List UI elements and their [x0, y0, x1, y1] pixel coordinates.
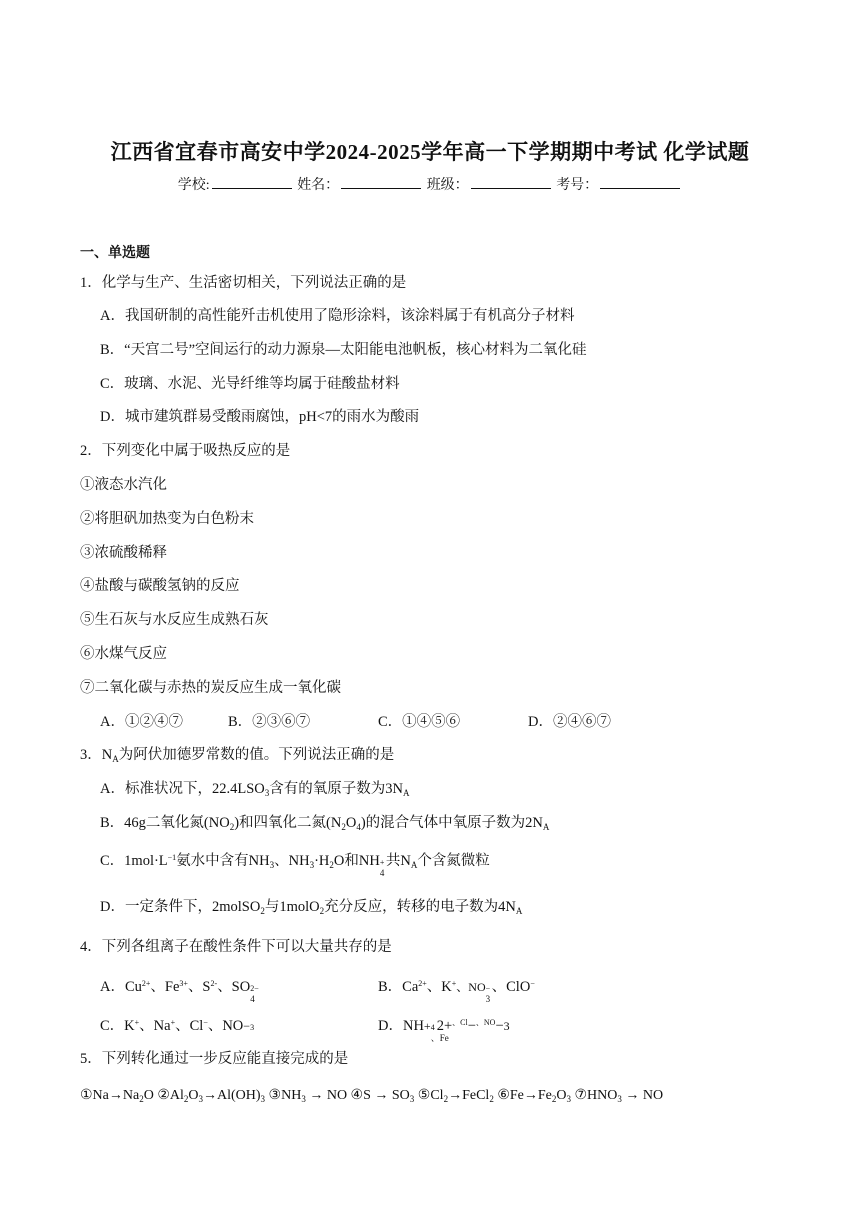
q3-option-c: C．$1mol\cdot L^{-1}$氨水中含有$NH_3$、$NH_3\cdot H_2O$和NH + 4 共$N_A$个含氮微粒: [100, 853, 490, 878]
class-label: 班级：: [426, 178, 469, 193]
q1-option-b: B．“天宫二号”空间运行的动力源泉—太阳能电池帆板，核心材料为二氧化硅: [100, 342, 587, 358]
q2-item: ⑤生石灰与水反应生成熟石灰: [80, 612, 269, 628]
q2-item: ④盐酸与碳酸氢钠的反应: [80, 578, 240, 594]
q2-item: ②将胆矾加热变为白色粉末: [80, 511, 254, 527]
q2-option-a: A．①②④⑦: [100, 714, 183, 730]
school-label: 学校:: [177, 178, 210, 193]
q2-item: ③浓硫酸稀释: [80, 545, 167, 561]
q4-option-b: B．$Ca^{2+}$、K+、NO − 3 、ClO−: [378, 979, 535, 1004]
student-info: [0, 174, 860, 194]
school-blank: [212, 174, 292, 189]
q4-option-c: C．K+、Na+、Cl−、NO− 3: [100, 1018, 255, 1034]
q2-item: ⑥水煤气反应: [80, 646, 167, 662]
q2-stem: 2．下列变化中属于吸热反应的是: [80, 443, 291, 459]
q2-option-b: B．②③⑥⑦: [228, 714, 311, 730]
q2-option-c: C．①④⑤⑥: [378, 714, 461, 730]
page-title: 江西省宜春市高安中学2024-2025学年高一下学期期中考试 化学试题: [110, 140, 750, 164]
name-label: 姓名：: [297, 178, 340, 193]
q1-stem: 1．化学与生产、生活密切相关，下列说法正确的是: [80, 275, 407, 291]
q2-item: ①液态水汽化: [80, 477, 167, 493]
q1-option-c: C．玻璃、水泥、光导纤维等均属于硅酸盐材料: [100, 376, 400, 392]
q4-option-a: A．$Cu^{2+}$、$Fe^{3+}$、$S^{2-}$、SO 2− 4: [100, 979, 259, 1004]
q1-option-d: D．城市建筑群易受酸雨腐蚀，pH<7的雨水为酸雨: [100, 409, 420, 425]
q1-option-a: A．我国研制的高性能歼击机使用了隐形涂料，该涂料属于有机高分子材料: [100, 308, 575, 324]
q2-item: ⑦二氧化碳与赤热的炭反应生成一氧化碳: [80, 680, 341, 696]
q3-option-d: D．一定条件下，2molSO$_2$与1molO$_2$充分反应，转移的电子数为$4N_A$: [100, 899, 523, 916]
q3-stem: 3．$N_A$为阿伏加德罗常数的值。下列说法正确的是: [80, 747, 395, 764]
exam-no-label: 考号：: [556, 178, 599, 193]
section-heading: 一、单选题: [80, 246, 150, 261]
q3-option-b: B．46g二氧化氮$(NO_2)$和四氧化二氮$(N_2O_4)$的混合气体中氧原子数为$2N_A$: [100, 815, 550, 832]
q4-stem: 4．下列各组离子在酸性条件下可以大量共存的是: [80, 939, 392, 955]
q5-items-line: $①Na\to Na_2O$ $②Al_2O_3\to Al(OH)_3$ $③NH_3$ → NO ④S → $SO_3$ $⑤Cl_2\to FeCl_2$ $⑥Fe\to Fe_2O_3$ $⑦HNO_3$ → NO: [80, 1088, 664, 1104]
name-blank: [341, 174, 421, 189]
exam-no-blank: [600, 174, 680, 189]
class-blank: [471, 174, 551, 189]
q2-option-d: D．②④⑥⑦: [528, 714, 611, 730]
q4-option-d: D．NH+ 4 、Fe 2+$^{、Cl}$−$^{、NO}$−3: [378, 1018, 510, 1043]
q3-option-a: A．标准状况下，$22.4LSO_3$含有的氧原子数为$3N_A$: [100, 781, 410, 798]
q5-stem: 5．下列转化通过一步反应能直接完成的是: [80, 1051, 349, 1067]
